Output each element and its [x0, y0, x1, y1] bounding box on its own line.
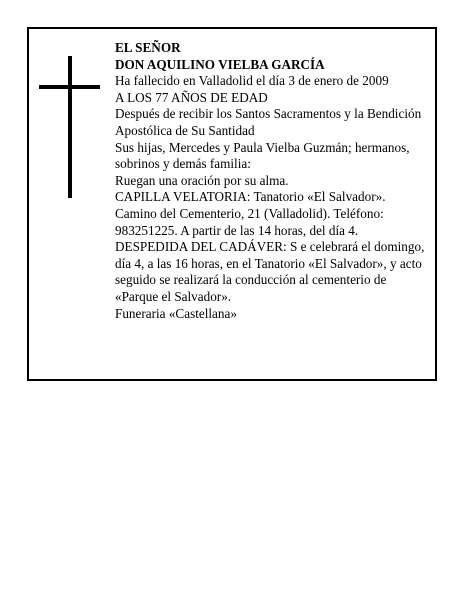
- obituary-notice: [27, 27, 437, 381]
- cross-vertical-bar: [68, 56, 72, 198]
- deceased-title: EL SEÑOR: [115, 40, 181, 55]
- cross-horizontal-bar: [39, 85, 100, 89]
- funeral-home: Funeraria «Castellana»: [115, 305, 237, 321]
- notice-text: [115, 40, 429, 322]
- farewell-info: DESPEDIDA DEL CADÁVER: S e celebrará el domingo, día 4, a las 16 horas, en el Tanatorio «El Salvador», y acto seguido se realizará la conducción al cementerio de «Parque el Salvador».: [115, 239, 425, 304]
- prayer-request: Ruegan una oración por su alma.: [115, 172, 289, 188]
- family-line: Sus hijas, Mercedes y Paula Vielba Guzmán; hermanos, sobrinos y demás familia:: [115, 139, 410, 172]
- sacraments-line: Después de recibir los Santos Sacramentos y la Bendición Apostólica de Su Santidad: [115, 106, 422, 138]
- deceased-name: DON AQUILINO VIELBA GARCÍA: [115, 56, 325, 72]
- wake-chapel-info: CAPILLA VELATORIA: Tanatorio «El Salvador». Camino del Cementerio, 21 (Valladolid). Teléfono: 983251225. A partir de las 14 horas, del día 4.: [115, 189, 386, 238]
- death-info: Ha fallecido en Valladolid el día 3 de enero de 2009: [115, 73, 389, 89]
- age-line: A LOS 77 AÑOS DE EDAD: [115, 89, 268, 105]
